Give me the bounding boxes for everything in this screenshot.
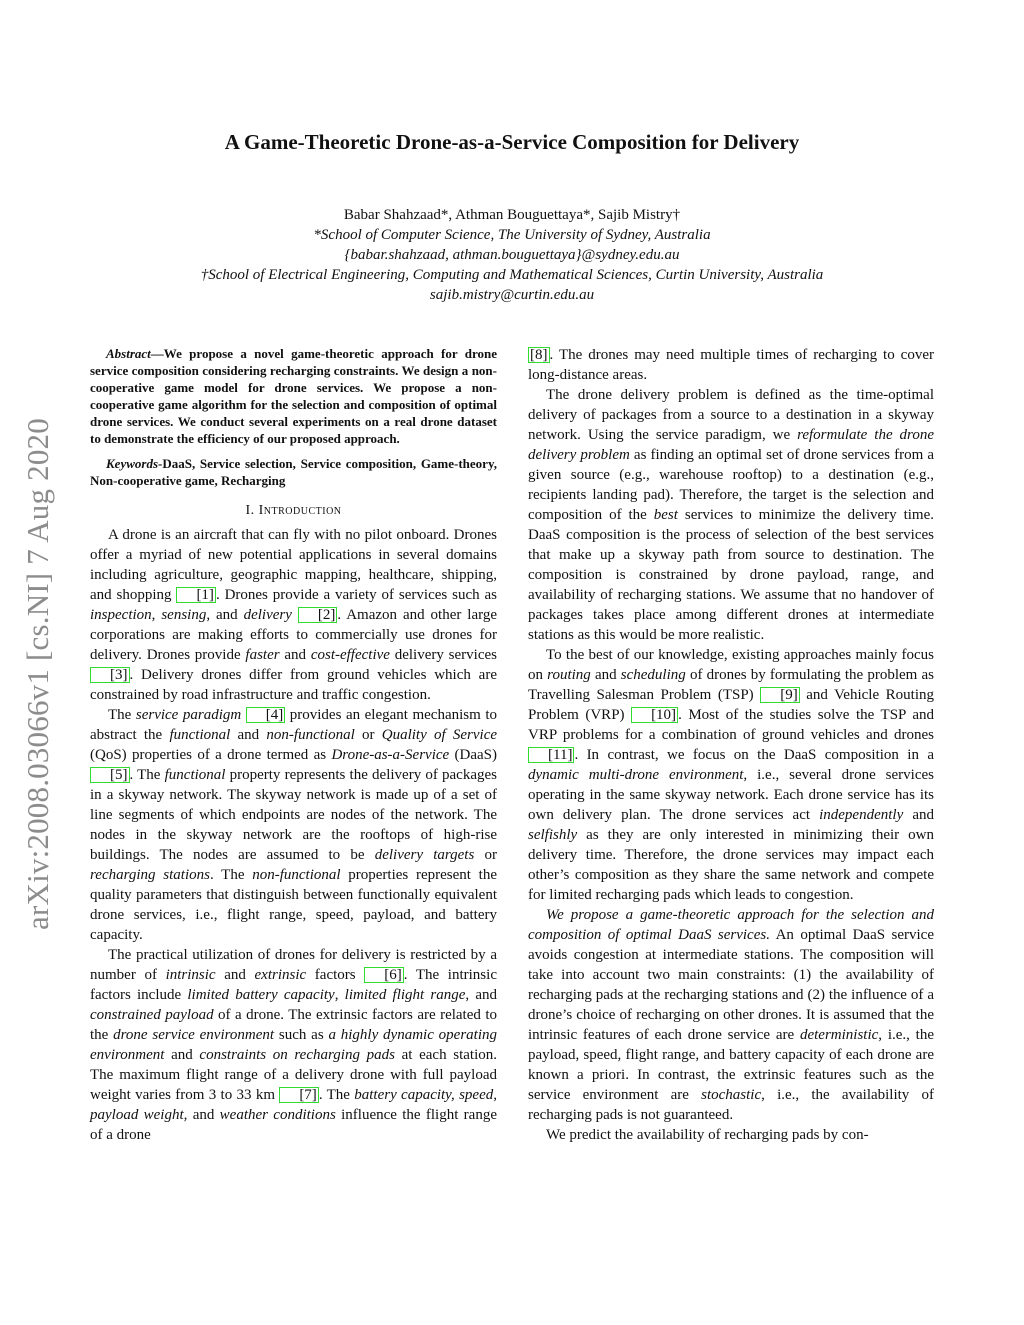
citation-link[interactable]: [8] <box>530 347 548 363</box>
text-run: . The <box>318 1087 355 1103</box>
left-column <box>90 345 497 1145</box>
emphasis-text: reformulate the drone delivery problem <box>528 427 934 463</box>
affiliation-curtin: †School of Electrical Engineering, Computing and Mathematical Sciences, Curtin University, Australia <box>200 267 824 283</box>
intro-paragraph-3 <box>90 945 497 1145</box>
emphasis-text: stochastic <box>701 1087 762 1103</box>
emphasis-text: deterministic <box>799 1027 879 1043</box>
section-number: I. <box>245 503 255 518</box>
text-run: , i.e., the payload, speed, flight range, and battery capacity of each drone are known a priori. In contrast, the extrinsic features such as the service environment are <box>528 1027 934 1103</box>
citation-link[interactable]: [5] <box>90 767 130 783</box>
text-run: . Amazon and other large corporations are making efforts to commercially use drones for delivery. Drones provide <box>90 607 497 663</box>
emphasis-text: sensing <box>161 607 207 623</box>
text-run: or <box>474 847 498 863</box>
emphasis-text: extrinsic <box>254 967 307 983</box>
right-paragraph-1 <box>528 385 934 645</box>
right-paragraph-4 <box>528 1125 934 1145</box>
emphasis-text: cost-effective <box>310 647 390 663</box>
emphasis-text: constraints on recharging pads <box>199 1047 395 1063</box>
continued-paragraph <box>528 345 934 385</box>
emphasis-text: delivery <box>243 607 292 623</box>
keywords-label: Keywords <box>106 456 158 471</box>
paper-title: A Game-Theoretic Drone-as-a-Service Composition for Delivery <box>224 130 800 154</box>
arxiv-stamp[interactable]: arXiv:2008.03066v1 [cs.NI] 7 Aug 2020 <box>20 418 55 930</box>
text-run: and <box>230 727 267 743</box>
citation-link[interactable]: [7] <box>279 1087 319 1103</box>
intro-paragraph-1 <box>90 525 497 705</box>
text-run: factors <box>306 967 365 983</box>
text-run: properties represent the quality parameters that distinguish between functionally equivalent drone services, i.e., flight range, speed, payload, and battery capacity. <box>90 867 497 943</box>
text-run: as they are only interested in minimizing their own delivery time. Therefore, the drone services may impact each other’s composition as they share the same network and compete for limited recharging pads which leads to congestion. <box>528 827 934 903</box>
emphasis-text: weather conditions <box>219 1107 336 1123</box>
abstract <box>90 345 497 447</box>
emphasis-text: drone service environment <box>113 1027 275 1043</box>
text-run: . In contrast, we focus on the DaaS composition in a <box>574 747 934 763</box>
citation-link[interactable]: [1] <box>176 587 216 603</box>
text-run: and <box>215 967 255 983</box>
emphasis-text: recharging stations <box>90 867 210 883</box>
emphasis-text: We propose a game-theoretic approach for the selection and composition of optimal DaaS services. <box>528 907 934 943</box>
text-run: services to minimize the delivery time. DaaS composition is the process of selection of the best services that make up a skyway path from source to destination. The composition is constrained by drone payload, range, and availability of recharging stations. We assume that no handover of packages takes place among different drones at intermediate stations as this would be more realistic. <box>528 507 934 643</box>
right-paragraph-3 <box>528 905 934 1125</box>
emphasis-text: intrinsic <box>165 967 216 983</box>
text-run: as finding an optimal set of drone services from a given source (e.g., warehouse rooftop) to a destination (e.g., recipients landing pad). Therefore, the target is the selection and composition of the <box>528 447 934 523</box>
text-run: . Drones provide a variety of services such as <box>215 587 497 603</box>
email-curtin: sajib.mistry@curtin.edu.au <box>429 287 595 303</box>
text-run: (DaaS) <box>449 747 498 763</box>
email-sydney: {babar.shahzaad, athman.bouguettaya}@sydney.edu.au <box>344 247 680 263</box>
citation-link[interactable]: [10] <box>631 707 678 723</box>
citation-link[interactable]: [3] <box>90 667 130 683</box>
text-run: To the best of our knowledge, existing approaches mainly focus on <box>528 647 934 683</box>
text-run: . The <box>129 767 165 783</box>
emphasis-text: constrained payload <box>90 1007 214 1023</box>
right-column <box>528 345 934 1145</box>
text-run: , and <box>465 987 497 1003</box>
author-names: Babar Shahzaad*, Athman Bouguettaya*, Sajib Mistry† <box>343 207 681 223</box>
keywords-text: -DaaS, Service selection, Service composition, Game-theory, Non-cooperative game, Recharging <box>90 456 497 488</box>
citation-link[interactable]: [2] <box>298 607 338 623</box>
text-run: The <box>108 707 136 723</box>
emphasis-text: scheduling <box>620 667 686 683</box>
text-run: . The intrinsic factors include <box>90 967 497 1003</box>
emphasis-text: inspection <box>90 607 152 623</box>
emphasis-text: routing <box>547 667 591 683</box>
emphasis-text: limited battery capacity <box>187 987 335 1003</box>
intro-paragraph-2 <box>90 705 497 945</box>
text-run: , <box>334 987 345 1003</box>
text-run: of drones by formulating the problem as Travelling Salesman Problem (TSP) <box>528 667 934 703</box>
emphasis-text: independently <box>819 807 904 823</box>
text-run: . Delivery drones differ from ground vehicles which are constrained by road infrastructure and traffic congestion. <box>90 667 497 703</box>
emphasis-text: non-functional <box>252 867 341 883</box>
text-run: influence the flight range of a drone <box>90 1107 497 1143</box>
text-run: such as <box>274 1027 329 1043</box>
text-run: of a drone. The extrinsic factors are related to the <box>90 1007 497 1043</box>
text-run: An optimal DaaS service avoids congestion at intermediate stations. The composition will take into account two main constraints: (1) the availability of recharging pads at the recharging stations and (2) the influence of a drone’s choice of recharging on other drones. It is assumed that the intrinsic features of each drone service are <box>528 927 934 1043</box>
text-run: property represents the delivery of packages in a skyway network. The skyway network is made up of a set of line segments of which endpoints are nodes of the network. The nodes in the skyway network are the rooftops of high-rise buildings. The nodes are assumed to be <box>90 767 497 863</box>
emphasis-text: dynamic multi-drone environment <box>528 767 744 783</box>
emphasis-text: a highly dynamic operating environment <box>90 1027 497 1063</box>
section-heading-introduction <box>90 501 497 521</box>
emphasis-text: selfishly <box>528 827 578 843</box>
text-run: , i.e., the availability of recharging pads is not guaranteed. <box>528 1087 934 1123</box>
emphasis-text: service paradigm <box>135 707 242 723</box>
text-run: , and <box>206 607 244 623</box>
text-run: provides an elegant mechanism to abstract the <box>90 707 497 743</box>
citation-link[interactable]: [11] <box>528 747 574 763</box>
text-run: (QoS) properties of a drone termed as <box>90 747 332 763</box>
text-run: . Most of the studies solve the TSP and VRP problems for a combination of ground vehicles and drones <box>528 707 935 743</box>
author-block <box>60 205 964 305</box>
keywords <box>90 455 497 489</box>
text-run: A drone is an aircraft that can fly with no pilot onboard. Drones offer a myriad of new potential applications in several domains including agriculture, geographic mapping, healthcare, shipping, and shopping <box>90 527 497 603</box>
emphasis-text: delivery targets <box>374 847 475 863</box>
citation-link[interactable]: [9] <box>760 687 800 703</box>
text-run: and <box>590 667 621 683</box>
emphasis-text: Drone-as-a-Service <box>331 747 450 763</box>
emphasis-text: battery capacity, speed, payload weight, <box>90 1087 497 1123</box>
text-run: and <box>164 1047 200 1063</box>
citation-link[interactable]: [6] <box>364 967 404 983</box>
emphasis-text: limited flight range <box>344 987 466 1003</box>
text-run: , <box>151 607 162 623</box>
text-run: . The <box>209 867 253 883</box>
text-run: The drone delivery problem is defined as the time-optimal delivery of packages from a source to a destination in a skyway network. Using the service paradigm, we <box>528 387 934 443</box>
affiliation-sydney: *School of Computer Science, The University of Sydney, Australia <box>313 227 711 243</box>
text-run: or <box>354 727 382 743</box>
citation-link[interactable]: [4] <box>246 707 286 723</box>
abstract-label: Abstract <box>106 346 151 361</box>
text-run: and <box>903 807 934 823</box>
emphasis-text: functional <box>169 727 231 743</box>
emphasis-text: functional <box>164 767 226 783</box>
abstract-text: —We propose a novel game-theoretic approach for drone service composition considering recharging constraints. We design a non-cooperative game model for drone services. We propose a non-cooperative game algorithm for the selection and composition of optimal drone services. We conduct several experiments on a real drone dataset to demonstrate the efficiency of our proposed approach. <box>90 346 497 446</box>
right-paragraph-2 <box>528 645 934 905</box>
emphasis-text: best <box>653 507 678 523</box>
text-run: . The drones may need multiple times of recharging to cover long-distance areas. <box>528 347 934 383</box>
text-run: We predict the availability of recharging pads by con- <box>546 1127 869 1143</box>
text-run: and <box>279 647 311 663</box>
emphasis-text: faster <box>245 647 280 663</box>
text-run: delivery services <box>389 647 497 663</box>
text-run: at each station. The maximum flight range of a delivery drone with full payload weight varies from 3 to 33 km <box>90 1047 497 1103</box>
emphasis-text: non-functional <box>266 727 355 743</box>
text-run: , i.e., several drone services operating in the same skyway network. Each drone service has its own delivery plan. The drone services act <box>528 767 934 823</box>
emphasis-text: Quality of Service <box>381 727 498 743</box>
text-run: and Vehicle Routing Problem (VRP) <box>528 687 934 723</box>
text-run: and <box>187 1107 220 1123</box>
text-run: The practical utilization of drones for delivery is restricted by a number of <box>90 947 497 983</box>
section-title: Introduction <box>258 503 342 518</box>
